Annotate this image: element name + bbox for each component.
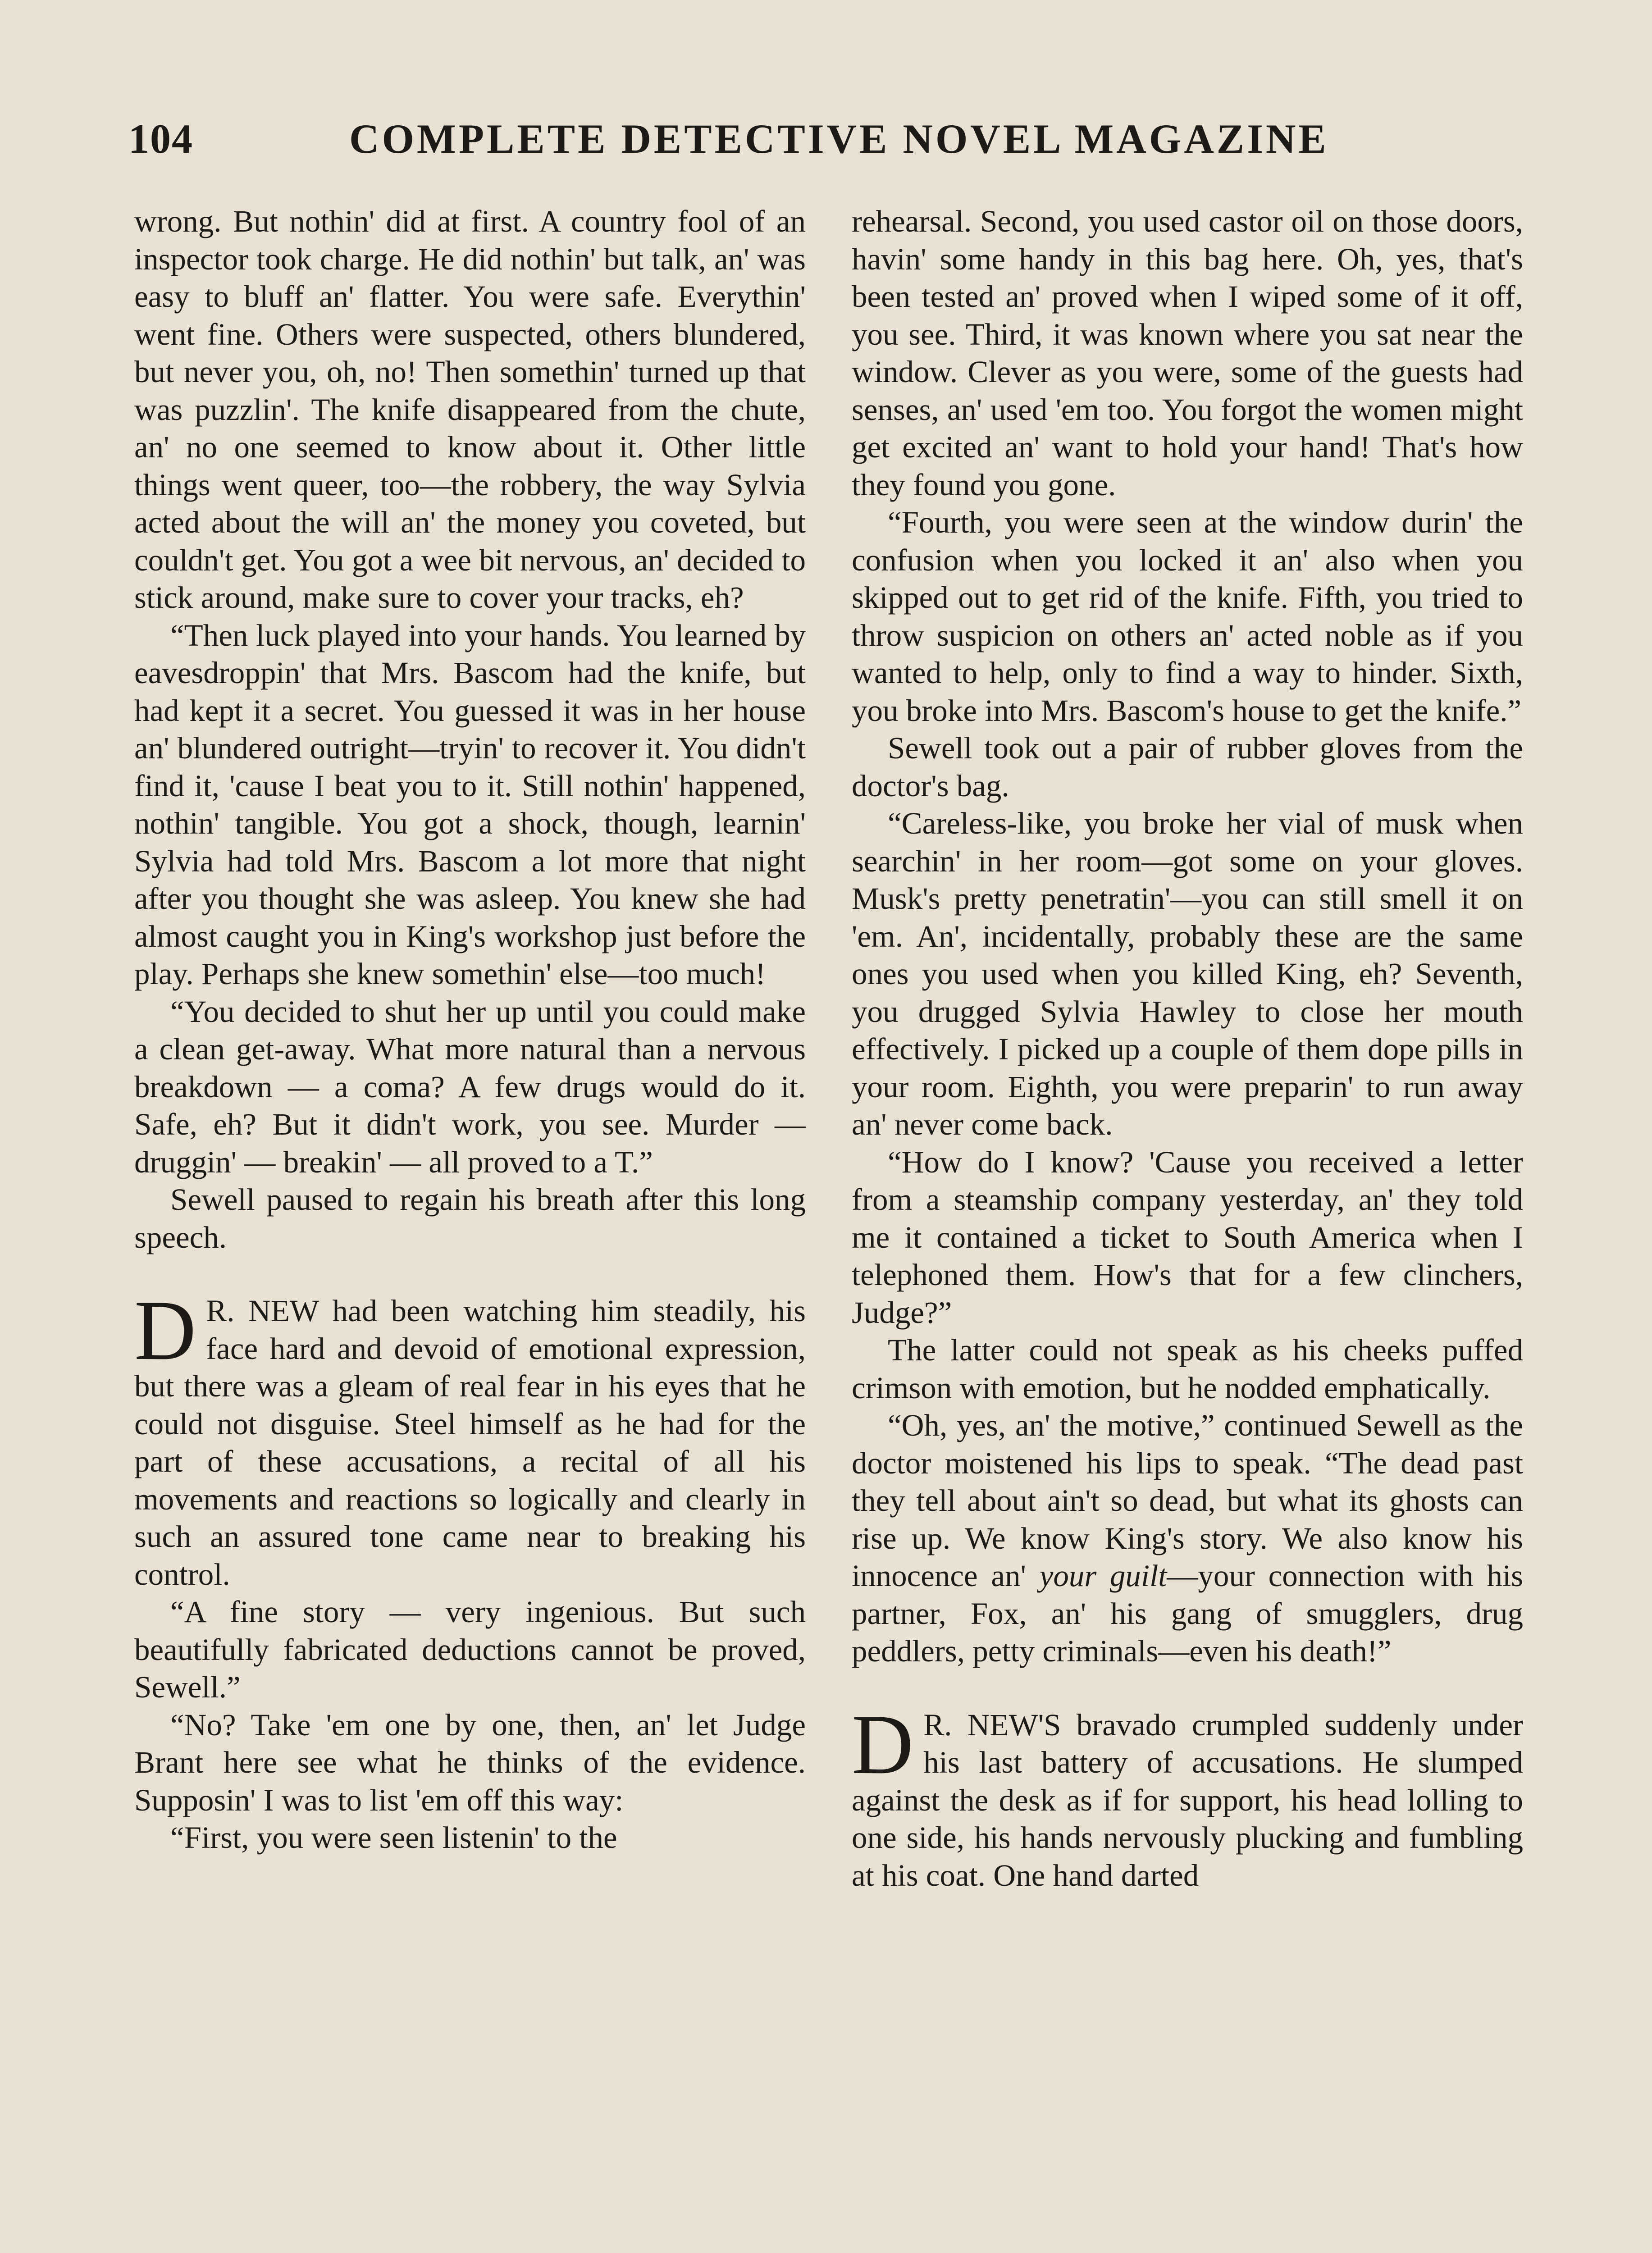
paragraph bbox=[852, 1407, 1523, 1670]
paragraph: “A fine story — very ingenious. But such beautifully fabricated deductions cannot be proved, Sewell.” bbox=[134, 1595, 806, 1704]
dropcap-paragraph bbox=[852, 1697, 1523, 1895]
page-number: 104 bbox=[128, 116, 193, 162]
paragraph: “Then luck played into your hands. You learned by eavesdroppin' that Mrs. Bascom had the knife, but had kept it a secret. You guessed it was in her house an' blundered outright—tryin' to recover it. You didn't find it, 'cause I beat you to it. Still nothin' happened, nothin' tangible. You got a shock, though, learnin' Sylvia had told Mrs. Bascom a lot more that night after you thought she was asleep. You knew she had almost caught you in King's workshop just before the play. Perhaps she knew somethin' else—too much! bbox=[134, 618, 806, 991]
italic-text: your guilt bbox=[1039, 1559, 1167, 1593]
drop-cap-letter: D bbox=[134, 1283, 196, 1378]
paragraph: “Careless-like, you broke her vial of musk when searchin' in her room—got some on your gloves. Musk's pretty penetratin'—you can still smell it on 'em. An', incidentally, probably these are the same ones you used when you killed King, eh? Seventh, you drugged Sylvia Hawley to close her mouth effectively. I picked up a couple of them dope pills in your room. Eighth, you were preparin' to run away an' never come back. bbox=[852, 806, 1523, 1141]
dropcap-paragraph bbox=[134, 1283, 806, 1593]
magazine-title: COMPLETE DETECTIVE NOVEL MAGAZINE bbox=[349, 116, 1329, 162]
paragraph-text: R. NEW had been watching him steadily, his face hard and devoid of emotional expression, but there was a gleam of real fear in his eyes that he could not disguise. Steel himself as he had for the part of these accusations, a recital of all his movements and reactions so logically and clearly in such an assured tone came near to breaking his control. bbox=[134, 1294, 806, 1592]
paragraph: “No? Take 'em one by one, then, an' let Judge Brant here see what he thinks of the evidence. Supposin' I was to list 'em off this way: bbox=[134, 1707, 806, 1817]
paragraph: “Fourth, you were seen at the window durin' the confusion when you locked it an' also when you skipped out to get rid of the knife. Fifth, you tried to throw suspicion on others an' acted noble as if you wanted to help, only to find a way to hinder. Sixth, you broke into Mrs. Bascom's house to get the knife.” bbox=[852, 505, 1523, 728]
paragraph: “You decided to shut her up until you could make a clean get-away. What more natural than a nervous breakdown — a coma? A few drugs would do it. Safe, eh? But it didn't work, you see. Murder — druggin' — breakin' — all proved to a T.” bbox=[134, 994, 806, 1179]
paragraph: Sewell took out a pair of rubber gloves from the doctor's bag. bbox=[852, 731, 1523, 803]
paragraph: wrong. But nothin' did at first. A country fool of an inspector took charge. He did nothin' but talk, an' was easy to bluff an' flatter. You were safe. Everythin' went fine. Others were suspected, others blundered, but never you, oh, no! Then somethin' turned up that was puzzlin'. The knife disappeared from the chute, an' no one seemed to know about it. Other little things went queer, too—the robbery, the way Sylvia acted about the will an' the money you coveted, but couldn't get. You got a wee bit nervous, an' decided to stick around, make sure to cover your tracks, eh? bbox=[134, 204, 806, 615]
right-column bbox=[852, 203, 1523, 1894]
paragraph-text: —your connection with his partner, Fox, an' his gang of smugglers, drug peddlers, petty criminals—even his death!” bbox=[852, 1559, 1523, 1668]
paragraph-text: “Oh, yes, an' the motive,” continued Sewell as the doctor moistened his lips to speak. “The dead past they tell about ain't so dead, but what its ghosts can rise up. We know King's story. We also know his innocence an' bbox=[852, 1408, 1523, 1593]
left-column bbox=[134, 203, 806, 1857]
drop-cap-letter: D bbox=[852, 1697, 914, 1792]
paragraph: “First, you were seen listenin' to the bbox=[170, 1820, 617, 1855]
paragraph: The latter could not speak as his cheeks puffed crimson with emotion, but he nodded emphatically. bbox=[852, 1333, 1523, 1405]
paragraph: “How do I know? 'Cause you received a letter from a steamship company yesterday, an' they told me it contained a ticket to South America when I telephoned them. How's that for a few clinchers, Judge?” bbox=[852, 1145, 1523, 1330]
paragraph: rehearsal. Second, you used castor oil on those doors, havin' some handy in this bag here. Oh, yes, that's been tested an' proved when I wiped some of it off, you see. Third, it was known where you sat near the window. Clever as you were, some of the guests had senses, an' used 'em too. You forgot the women might get excited an' want to hold your hand! That's how they found you gone. bbox=[852, 204, 1523, 502]
paragraph: Sewell paused to regain his breath after this long speech. bbox=[134, 1182, 806, 1254]
page-header bbox=[128, 115, 1525, 169]
paragraph-text: R. NEW'S bravado crumpled suddenly under his last battery of accusations. He slumped against the desk as if for support, his head lolling to one side, his hands nervously plucking and fumbling at his coat. One hand darted bbox=[852, 1707, 1523, 1893]
